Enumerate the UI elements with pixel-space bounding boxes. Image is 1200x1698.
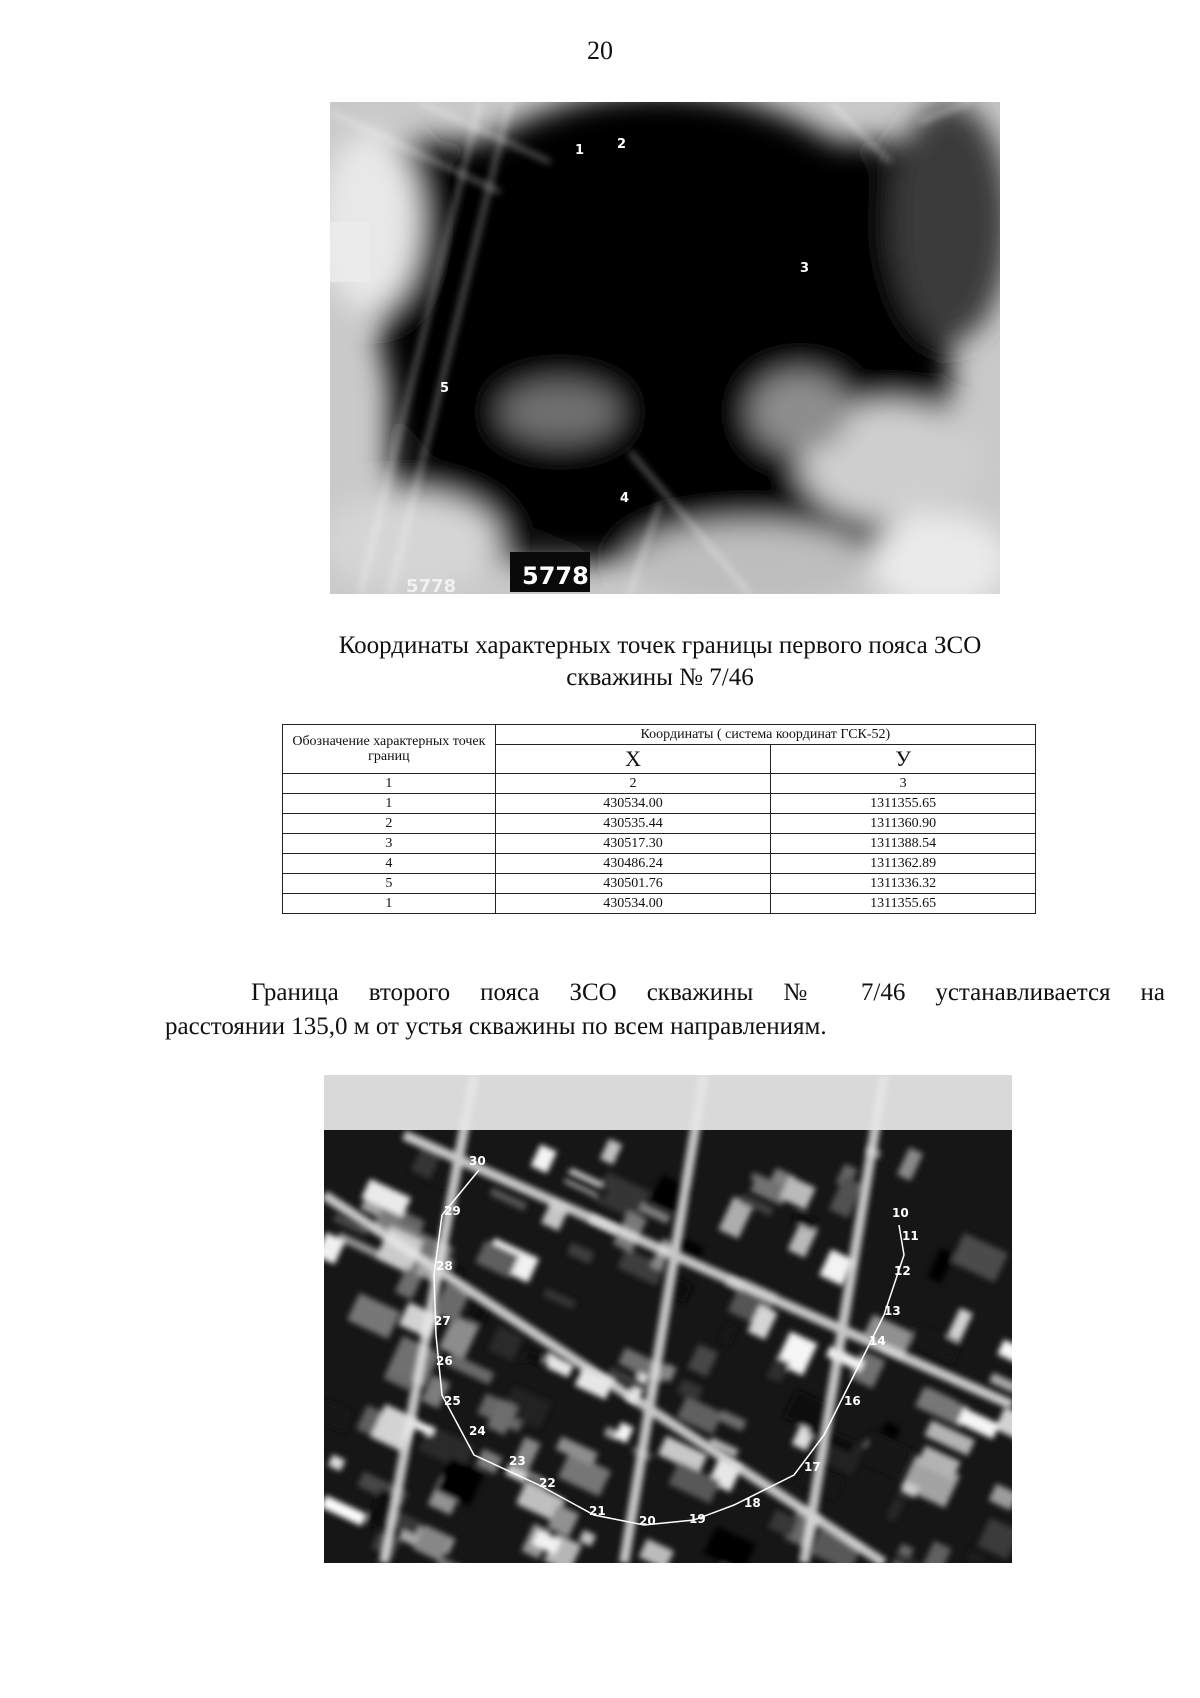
map2-point-label: 19 (689, 1512, 706, 1526)
coord-x: 430535.44 (495, 814, 771, 834)
map2-point-label: 23 (509, 1454, 526, 1468)
col-number-3: 3 (771, 774, 1036, 794)
map2-point-label: 11 (902, 1229, 919, 1243)
caption-line-2: скважины № 7/46 (566, 664, 754, 691)
map1-point-5: 5 (440, 381, 450, 396)
satellite-map-zone-1 (330, 102, 1000, 594)
point-id: 2 (283, 814, 496, 834)
map2-point-label: 12 (894, 1264, 911, 1278)
table-row (283, 834, 1036, 854)
point-id: 4 (283, 854, 496, 874)
coord-y: 1311360.90 (771, 814, 1036, 834)
caption-line-1: Координаты характерных точек границы первого пояса ЗСО (338, 632, 982, 659)
map1-point-2: 2 (617, 137, 627, 152)
header-coordinates: Координаты ( система координат ГСК-52) (495, 725, 1035, 745)
satellite-map-zone-2 (324, 1075, 1012, 1563)
coord-x: 430534.00 (495, 794, 771, 814)
map2-point-label: 13 (884, 1304, 901, 1318)
parcel-label-partial: 5778 (406, 576, 457, 594)
coord-x: 430501.76 (495, 874, 771, 894)
map2-point-label: 22 (539, 1476, 556, 1490)
coord-x: 430534.00 (495, 894, 771, 914)
table-row (283, 874, 1036, 894)
map1-point-3: 3 (800, 261, 810, 276)
coord-x: 430486.24 (495, 854, 771, 874)
paragraph-line-2: расстоянии 135,0 м от устья скважины по всем направлениям. (165, 1013, 827, 1040)
col-number-2: 2 (495, 774, 771, 794)
table-row (283, 854, 1036, 874)
header-y: У (771, 745, 1036, 774)
map2-point-label: 17 (804, 1460, 821, 1474)
map2-point-label: 27 (434, 1314, 451, 1328)
coord-y: 1311355.65 (771, 894, 1036, 914)
coord-x: 430517.30 (495, 834, 771, 854)
second-zone-paragraph (165, 976, 1165, 1044)
coordinates-table (282, 724, 1036, 914)
point-id: 1 (283, 894, 496, 914)
map2-point-label: 10 (892, 1206, 909, 1220)
table-caption (250, 630, 1070, 694)
parcel-label: 5778 (522, 562, 589, 590)
coord-y: 1311388.54 (771, 834, 1036, 854)
col-number-1: 1 (283, 774, 496, 794)
point-id: 5 (283, 874, 496, 894)
map2-point-label: 30 (469, 1154, 486, 1168)
table-row (283, 794, 1036, 814)
map1-point-1: 1 (575, 143, 585, 158)
map2-point-label: 16 (844, 1394, 861, 1408)
map2-point-label: 14 (869, 1334, 886, 1348)
coord-y: 1311355.65 (771, 794, 1036, 814)
table-row (283, 814, 1036, 834)
map1-point-4: 4 (620, 491, 630, 506)
header-designation: Обозначение характерных точек границ (283, 725, 496, 774)
map2-point-label: 20 (639, 1514, 656, 1528)
map2-point-label: 29 (444, 1204, 461, 1218)
table-row (283, 894, 1036, 914)
map2-point-label: 18 (744, 1496, 761, 1510)
map2-point-label: 25 (444, 1394, 461, 1408)
page-number: 20 (587, 36, 613, 65)
coord-y: 1311362.89 (771, 854, 1036, 874)
map2-point-label: 21 (589, 1504, 606, 1518)
point-id: 1 (283, 794, 496, 814)
header-x: X (495, 745, 771, 774)
paragraph-line-1: Граница второго пояса ЗСО скважины № 7/46 устанавливается на (251, 979, 1165, 1006)
map2-point-label: 28 (436, 1259, 453, 1273)
map2-point-label: 24 (469, 1424, 486, 1438)
coord-y: 1311336.32 (771, 874, 1036, 894)
point-id: 3 (283, 834, 496, 854)
map2-point-label: 26 (436, 1354, 453, 1368)
